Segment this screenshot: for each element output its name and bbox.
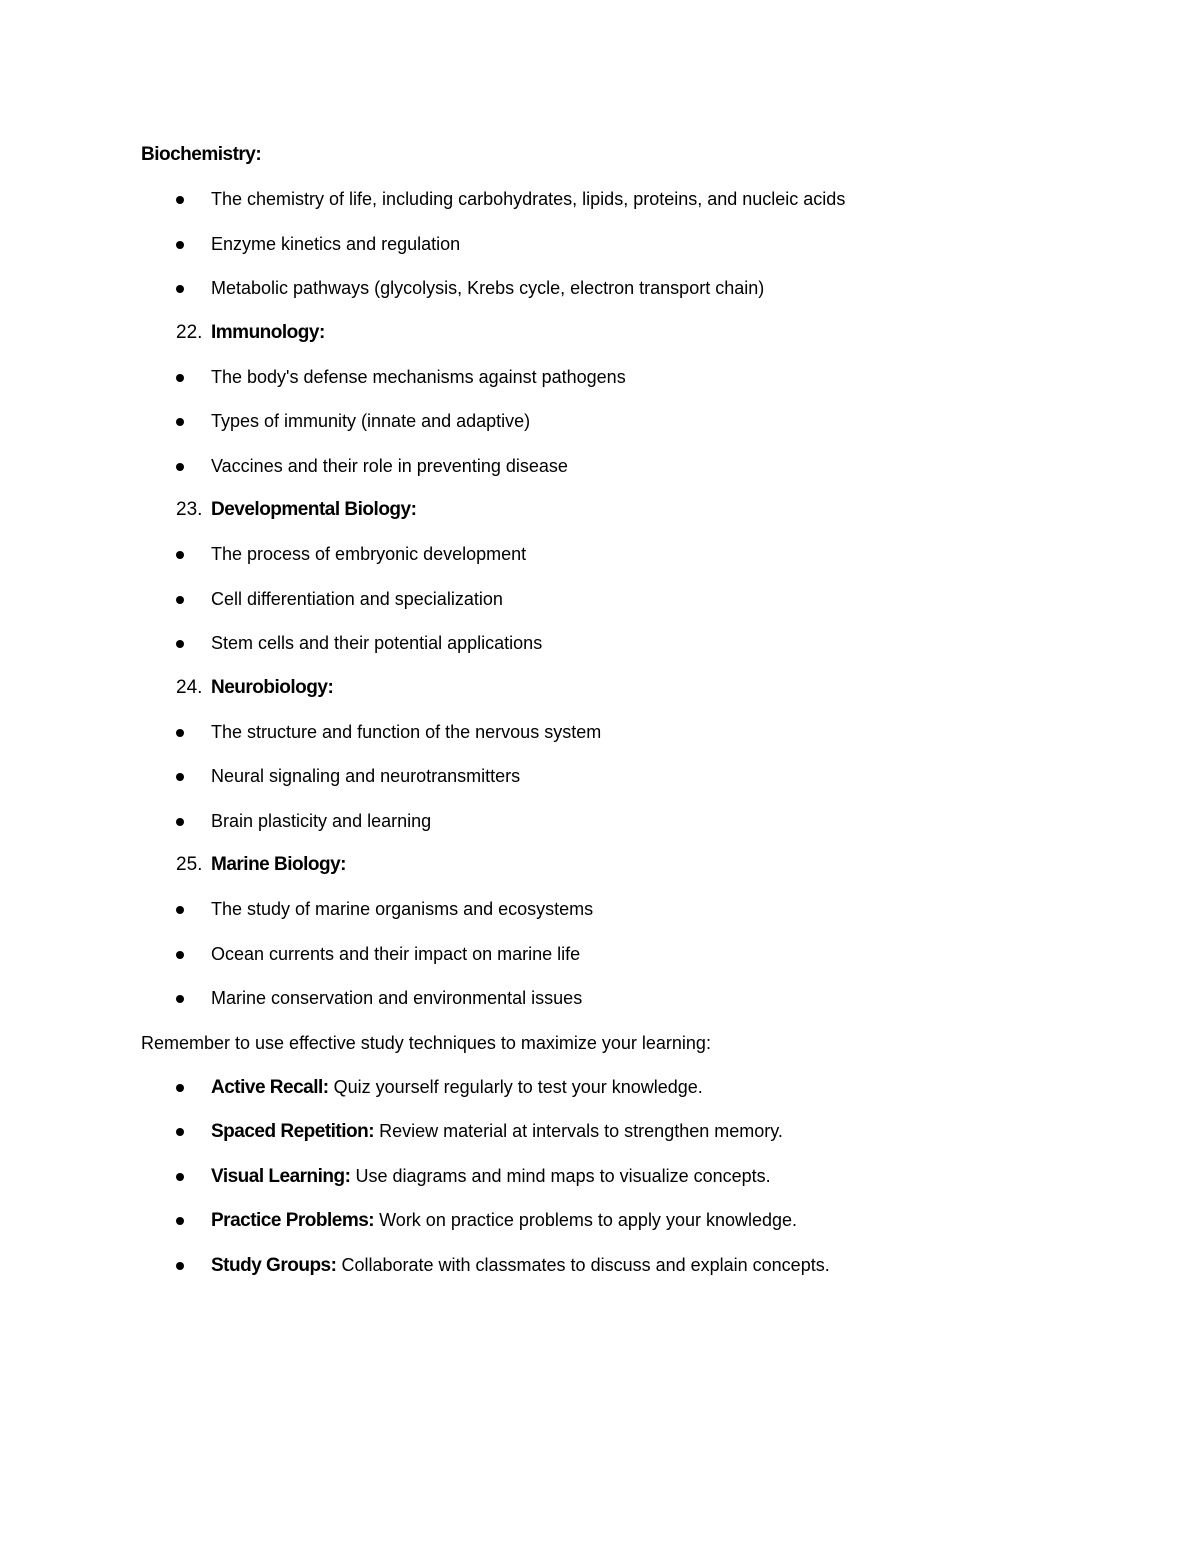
list-item-text: Enzyme kinetics and regulation	[211, 233, 461, 254]
list-item	[141, 584, 1101, 629]
list-item-text: Types of immunity (innate and adaptive)	[211, 411, 531, 431]
list-item	[141, 362, 1101, 407]
study-tip-item	[141, 1072, 1101, 1117]
list-item	[141, 406, 1101, 451]
list-item	[141, 273, 1101, 318]
list-item	[141, 229, 1101, 274]
study-tip-item	[141, 1250, 1101, 1295]
study-tip-text	[211, 1205, 797, 1236]
study-tip-term: Spaced Repetition:	[211, 1121, 375, 1142]
bullet-icon	[176, 596, 184, 604]
list-item-text: The process of embryonic development	[211, 544, 527, 564]
bullet-icon	[176, 951, 184, 959]
study-tip-text	[211, 1072, 703, 1103]
list-item	[141, 939, 1101, 984]
list-item-text: Brain plasticity and learning	[211, 810, 432, 831]
list-item-text: The structure and function of the nervous system	[211, 721, 602, 742]
study-tip-description: Review material at intervals to strengthen memory.	[374, 1121, 783, 1141]
document-content	[141, 140, 1101, 1294]
bullet-icon	[176, 285, 184, 293]
bullet-icon	[176, 773, 184, 781]
list-item	[141, 761, 1101, 806]
section-heading-immunology	[141, 318, 1101, 362]
list-item	[141, 717, 1101, 762]
bullet-icon	[176, 1084, 184, 1092]
bullet-icon	[176, 818, 184, 826]
study-tip-item	[141, 1205, 1101, 1250]
section-number: 25.	[176, 854, 203, 875]
list-item-text: Neural signaling and neurotransmitters	[211, 766, 521, 786]
bullet-icon	[176, 995, 184, 1003]
study-tip-text	[211, 1161, 771, 1192]
study-tip-term: Study Groups:	[211, 1254, 337, 1276]
list-item-text: Ocean currents and their impact on marine life	[211, 943, 581, 964]
study-tip-item	[141, 1161, 1101, 1206]
section-title: Marine Biology:	[211, 854, 347, 875]
bullet-icon	[176, 463, 184, 471]
section-number: 23.	[176, 499, 203, 520]
list-item-text: Cell differentiation and specialization	[211, 588, 503, 609]
bullet-icon	[176, 906, 184, 914]
bullet-icon	[176, 1217, 184, 1225]
study-tip-term: Practice Problems:	[211, 1210, 375, 1231]
bullet-icon	[176, 1262, 184, 1270]
list-item	[141, 894, 1101, 939]
list-item-text: The chemistry of life, including carbohydrates, lipids, proteins, and nucleic acids	[211, 189, 846, 209]
study-tip-description: Work on practice problems to apply your knowledge.	[374, 1210, 798, 1230]
study-tip-term: Active Recall:	[211, 1076, 329, 1098]
section-heading-neurobiology	[141, 673, 1101, 717]
bullet-icon	[176, 196, 184, 204]
section-number: 24.	[176, 676, 203, 698]
list-item	[141, 628, 1101, 673]
list-item-text: Vaccines and their role in preventing disease	[211, 455, 568, 476]
section-title: Developmental Biology:	[211, 499, 417, 520]
bullet-icon	[176, 1173, 184, 1181]
list-item-text: Stem cells and their potential applications	[211, 633, 543, 653]
study-tip-text	[211, 1250, 830, 1281]
study-tip-text	[211, 1116, 783, 1147]
bullet-icon	[176, 551, 184, 559]
study-tip-description: Collaborate with classmates to discuss and explain concepts.	[336, 1254, 830, 1275]
bullet-icon	[176, 418, 184, 426]
list-item-text: Metabolic pathways (glycolysis, Krebs cycle, electron transport chain)	[211, 278, 765, 298]
section-number: 22.	[176, 321, 203, 343]
study-intro-paragraph: Remember to use effective study techniques to maximize your learning:	[141, 1032, 711, 1053]
section-heading-biochemistry	[141, 140, 1101, 184]
section-title: Neurobiology:	[211, 676, 334, 698]
bullet-icon	[176, 241, 184, 249]
list-item	[141, 806, 1101, 851]
list-item	[141, 539, 1101, 584]
section-title: Biochemistry:	[141, 144, 262, 165]
list-item-text: The study of marine organisms and ecosystems	[211, 899, 594, 919]
section-heading-marine-biology	[141, 850, 1101, 894]
section-title: Immunology:	[211, 321, 325, 343]
bullet-icon	[176, 729, 184, 737]
list-item	[141, 983, 1101, 1028]
list-item	[141, 184, 1101, 229]
bullet-icon	[176, 1128, 184, 1136]
list-item-text: Marine conservation and environmental issues	[211, 988, 583, 1008]
study-tip-description: Use diagrams and mind maps to visualize concepts.	[350, 1165, 771, 1186]
bullet-icon	[176, 640, 184, 648]
list-item-text: The body's defense mechanisms against pathogens	[211, 366, 626, 387]
study-tip-item	[141, 1116, 1101, 1161]
study-tip-description: Quiz yourself regularly to test your knowledge.	[328, 1076, 703, 1097]
bullet-icon	[176, 374, 184, 382]
list-item	[141, 451, 1101, 496]
section-heading-developmental-biology	[141, 495, 1101, 539]
study-tip-term: Visual Learning:	[211, 1165, 351, 1187]
